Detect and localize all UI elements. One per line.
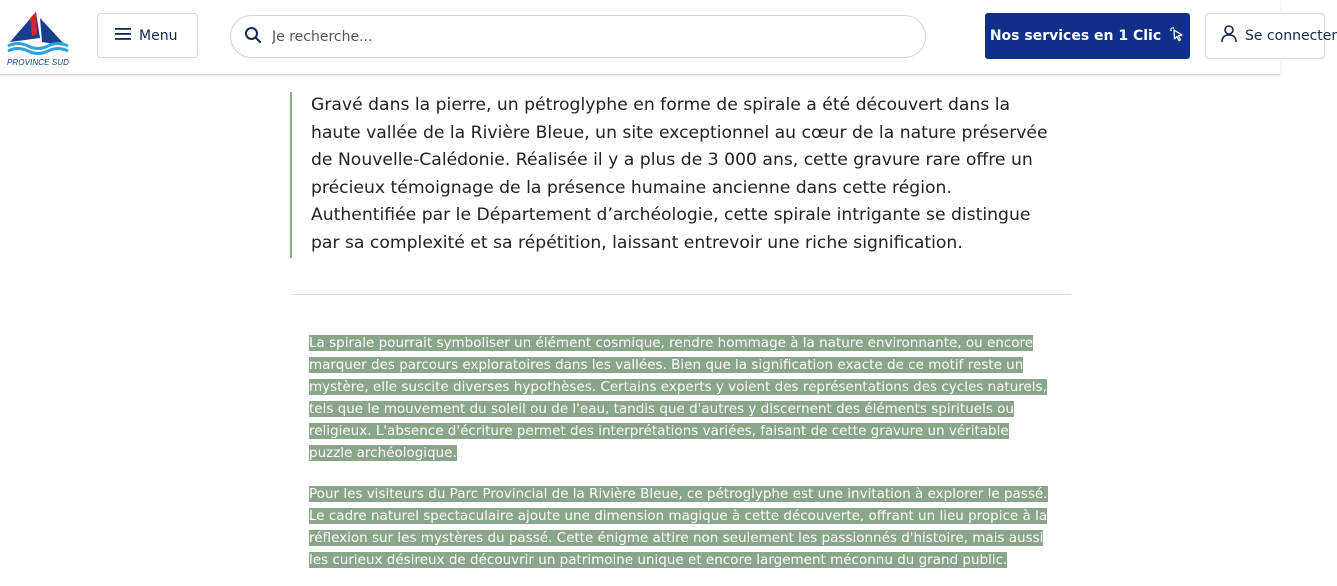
logo-mark-icon [6,8,70,58]
article-quote [290,92,1050,258]
login-button[interactable] [1205,13,1337,59]
menu-label: Menu [139,27,178,44]
article-paragraph-2 [309,483,1054,571]
logo-text: PROVINCE SUD [6,58,70,67]
search-input[interactable] [270,28,874,46]
hamburger-icon [115,28,131,44]
user-icon [1221,25,1237,47]
cursor-click-icon [1169,26,1185,46]
highlighted-text: Pour les visiteurs du Parc Provincial de la Rivière Bleue, ce pétroglyphe est une invitation à explorer le passé. Le cadre naturel spectaculaire ajoute une dimension magique à cette découverte, offrant un lieu propice à la réflexion sur les mystères du passé. Cette énigme attire non seulement les passionnés d'histoire, mais aussi les curieux désireux de découvrir un patrimoine unique et encore largement méconnu du grand public. [309,486,1048,568]
search-icon [244,26,262,48]
article-paragraph-1 [309,332,1054,464]
site-header [0,0,1337,75]
highlighted-text: La spirale pourrait symboliser un élément cosmique, rendre hommage à la nature environnante, ou encore marquer des parcours exploratoires dans les vallées. Bien que la signification exacte de ce motif reste un mystère, elle suscite diverses hypothèses. Certains experts y voient des représentations des cycles naturels, tels que le mouvement du soleil ou de l'eau, tandis que d'autres y discernent des éléments spirituels ou religieux. L'absence d'écriture permet des interprétations variées, faisant de cette gravure un véritable puzzle archéologique. [309,335,1047,461]
login-label: Se connecter [1245,28,1337,44]
divider [290,294,1071,295]
services-label: Nos services en 1 Clic [989,28,1162,44]
search-bar[interactable] [230,15,926,58]
services-one-click-button[interactable] [985,13,1190,59]
menu-button[interactable] [97,13,198,58]
quote-text: Gravé dans la pierre, un pétroglyphe en forme de spirale a été découvert dans la haute vallée de la Rivière Bleue, un site exceptionnel au cœur de la nature préservée de Nouvelle-Calédonie. Réalisée il y a plus de 3 000 ans, cette gravure rare offre un précieux témoignage de la présence humaine ancienne dans cette région. Authentifiée par le Département d’archéologie, cette spirale intrigante se distingue par sa complexité et sa répétition, laissant entrevoir une riche signification. [311,95,1048,253]
province-sud-logo[interactable] [6,8,70,70]
